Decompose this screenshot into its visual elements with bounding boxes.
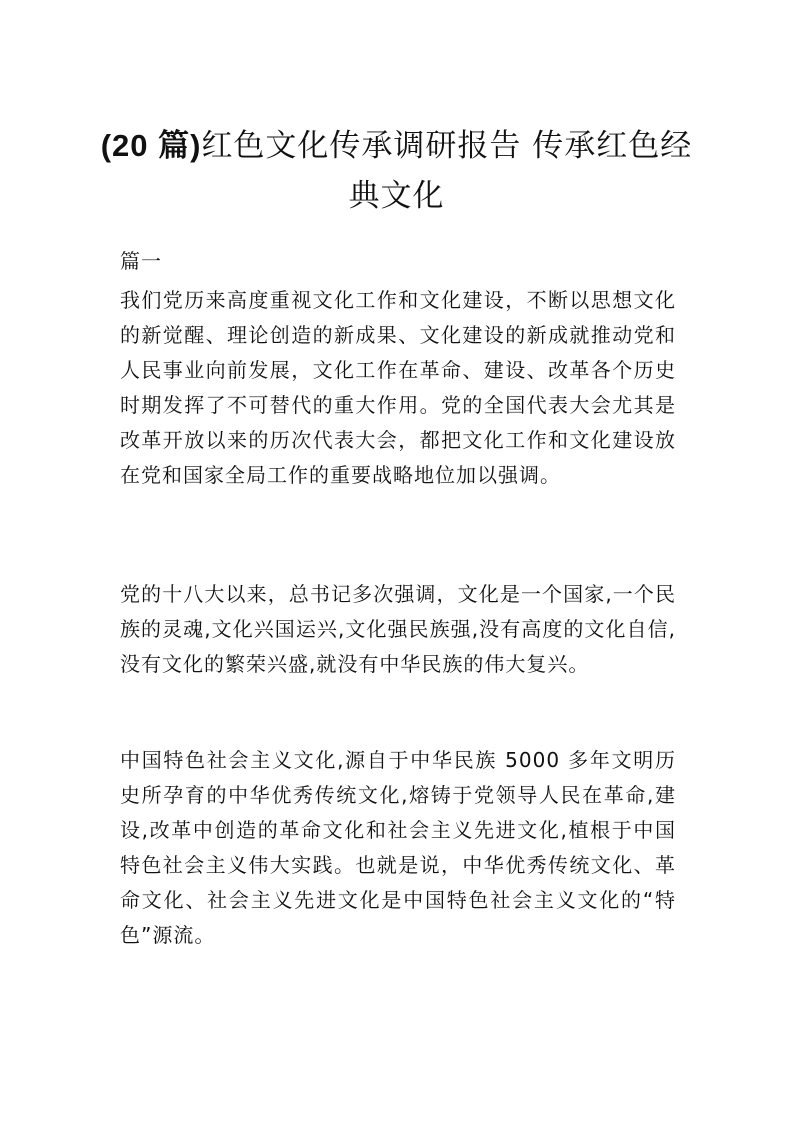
title-text: 红色文化传承调研报告 传承红色经典文化 xyxy=(201,128,693,214)
document-title xyxy=(100,121,693,221)
paragraph-3: 中国特色社会主义文化,源自于中华民族 5000 多年文明历史所孕育的中华优秀传统文化,熔铸于党领导人民在革命,建设,改革中创造的革命文化和社会主义先进文化,植根于中国特色社会主义伟大实践。也就是说，中华优秀传统文化、革命文化、社会主义先进文化是中国特色社会主义文化的“特色”源流。 xyxy=(120,748,676,947)
paragraph-1: 我们党历来高度重视文化工作和文化建设，不断以思想文化的新觉醒、理论创造的新成果、文化建设的新成就推动党和人民事业向前发展，文化工作在革命、建设、改革各个历史时期发挥了不可替代的重大作用。党的全国代表大会尤其是改革开放以来的历次代表大会，都把文化工作和文化建设放在党和国家全局工作的重要战略地位加以强调。 xyxy=(120,288,676,487)
title-prefix: (20 篇) xyxy=(100,128,202,163)
paragraph-2: 党的十八大以来，总书记多次强调，文化是一个国家,一个民族的灵魂,文化兴国运兴,文化强民族强,没有高度的文化自信,没有文化的繁荣兴盛,就没有中华民族的伟大复兴。 xyxy=(120,582,676,676)
section-label: 篇一 xyxy=(120,249,162,273)
